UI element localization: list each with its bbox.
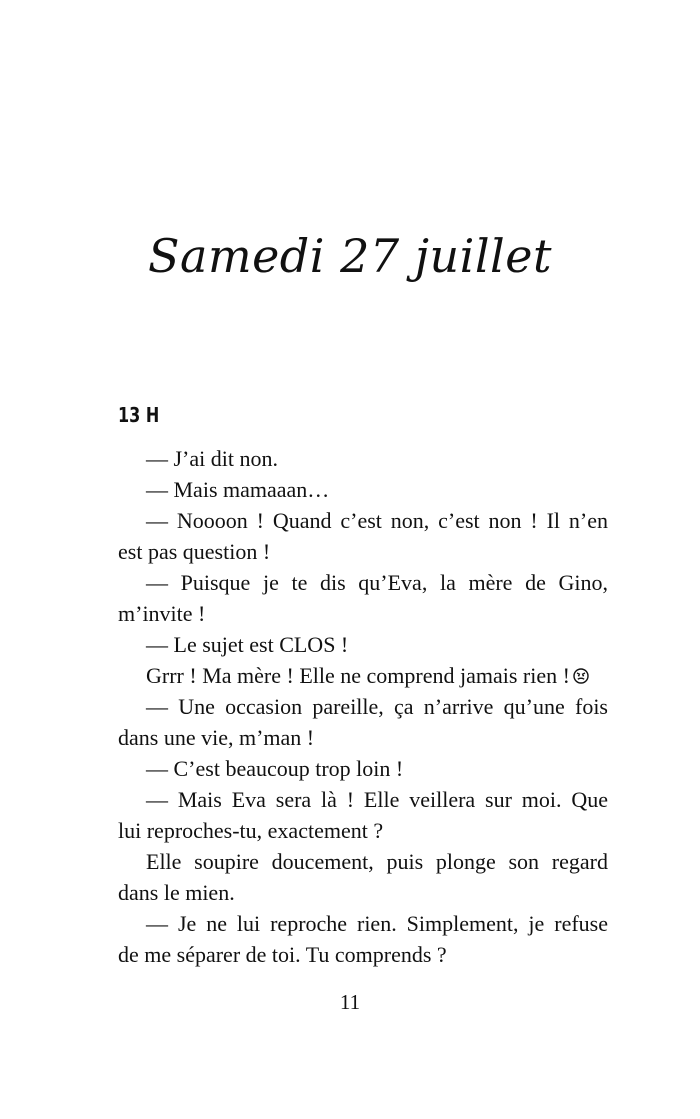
- text-line: Elle soupire doucement, puis plonge son regard: [146, 849, 608, 874]
- text-line-with-emoji: [118, 660, 608, 691]
- text-line: lui reproches-tu, exactement ?: [118, 818, 384, 843]
- text-line: m’invite !: [118, 601, 206, 626]
- text-line-content: Grrr ! Ma mère ! Elle ne comprend jamais rien !: [146, 663, 570, 688]
- page-number: 11: [339, 990, 361, 1014]
- text-line: — Le sujet est CLOS !: [146, 632, 349, 657]
- text-line: dans le mien.: [118, 880, 235, 905]
- body-text: [118, 443, 608, 970]
- angry-face-icon: [573, 668, 589, 684]
- text-line: — Mais Eva sera là ! Elle veillera sur moi. Que: [146, 787, 608, 812]
- chapter-title: Samedi 27 juillet: [148, 229, 552, 283]
- text-line: de me séparer de toi. Tu comprends ?: [118, 942, 447, 967]
- text-line: est pas question !: [118, 539, 271, 564]
- text-line: — C’est beaucoup trop loin !: [146, 756, 404, 781]
- text-line: — J’ai dit non.: [146, 446, 278, 471]
- text-line: — Puisque je te dis qu’Eva, la mère de Gino,: [146, 570, 608, 595]
- text-line: — Noooon ! Quand c’est non, c’est non ! Il n’en: [146, 508, 608, 533]
- text-line: — Mais mamaaan…: [146, 477, 330, 502]
- time-heading: 13 H: [118, 403, 160, 427]
- text-line: dans une vie, m’man !: [118, 725, 315, 750]
- text-line: — Une occasion pareille, ça n’arrive qu’une fois: [146, 694, 608, 719]
- text-line: — Je ne lui reproche rien. Simplement, je refuse: [146, 911, 608, 936]
